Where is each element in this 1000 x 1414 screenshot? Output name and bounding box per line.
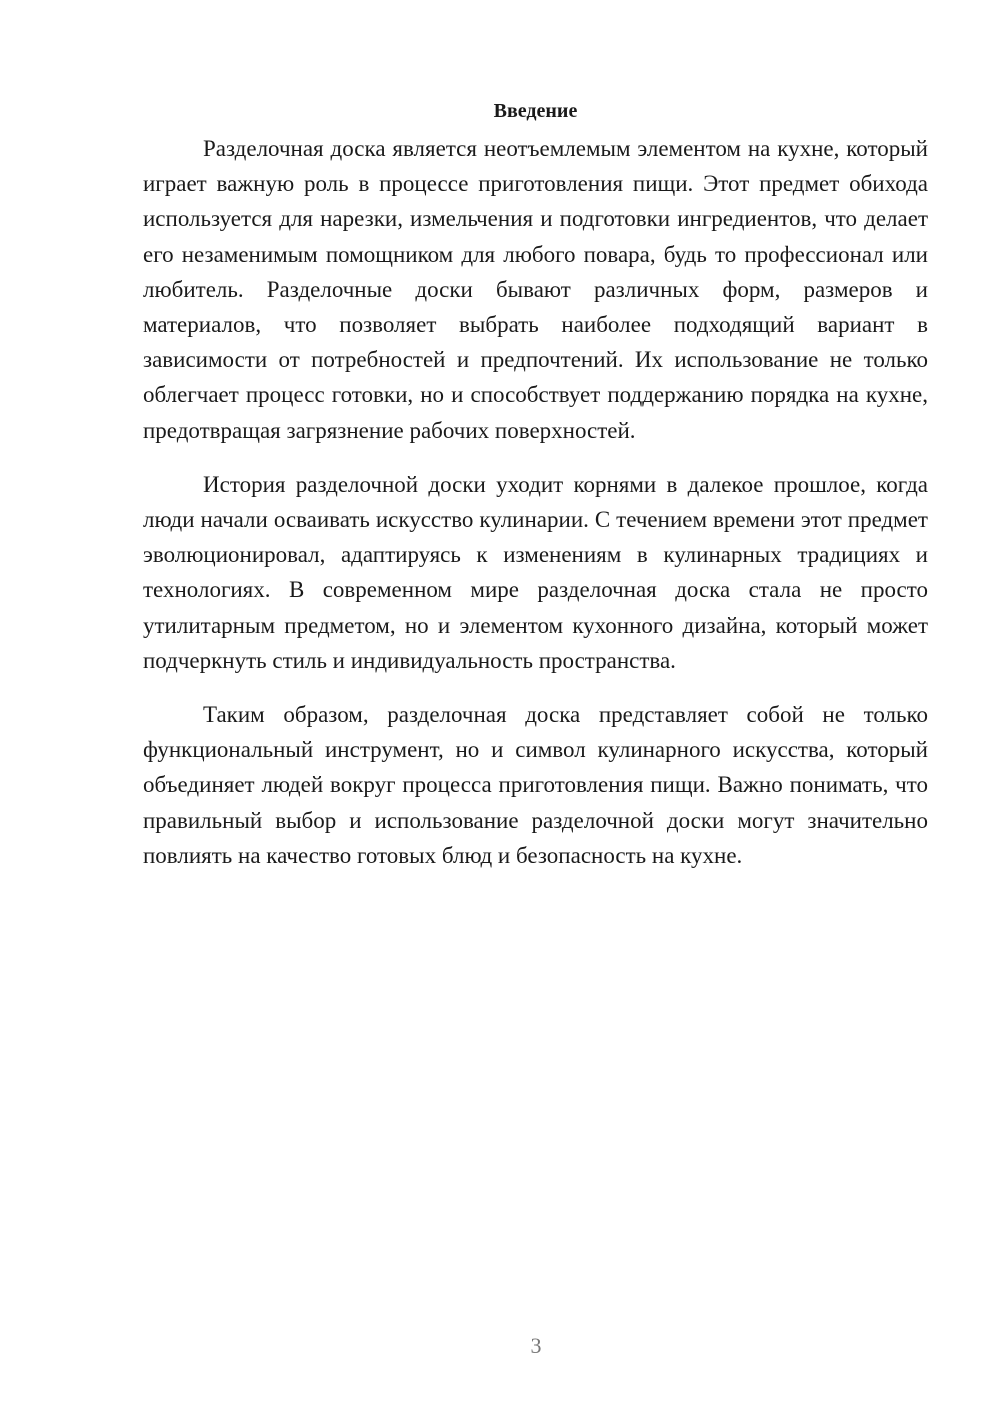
paragraph: Разделочная доска является неотъемлемым элементом на кухне, который играет важную роль в процессе приготовления пищи. Этот предмет обихода используется для нарезки, измельчения и подготовки ингредиентов, что делает его незаменимым помощником для любого повара, будь то профессионал или любитель. Разделочные доски бывают различных форм, размеров и материалов, что позволяет выбрать наиболее подходящий вариант в зависимости от потребностей и предпочтений. Их использование не только облегчает процесс готовки, но и способствует поддержанию порядка на кухне, предотвращая загрязнение рабочих поверхностей. xyxy=(143,136,928,443)
page-content xyxy=(143,96,928,892)
section-title: Введение xyxy=(493,100,578,122)
page-number: 3 xyxy=(530,1333,542,1358)
paragraph: Таким образом, разделочная доска представляет собой не только функциональный инструмент, но и символ кулинарного искусства, который объединяет людей вокруг процесса приготовления пищи. Важно понимать, что правильный выбор и использование разделочной доски могут значительно повлиять на качество готовых блюд и безопасность на кухне. xyxy=(143,702,928,868)
paragraph: История разделочной доски уходит корнями в далекое прошлое, когда люди начали осваивать искусство кулинарии. С течением времени этот предмет эволюционировал, адаптируясь к изменениям в кулинарных традициях и технологиях. В современном мире разделочная доска стала не просто утилитарным предметом, но и элементом кухонного дизайна, который может подчеркнуть стиль и индивидуальность пространства. xyxy=(143,471,928,673)
